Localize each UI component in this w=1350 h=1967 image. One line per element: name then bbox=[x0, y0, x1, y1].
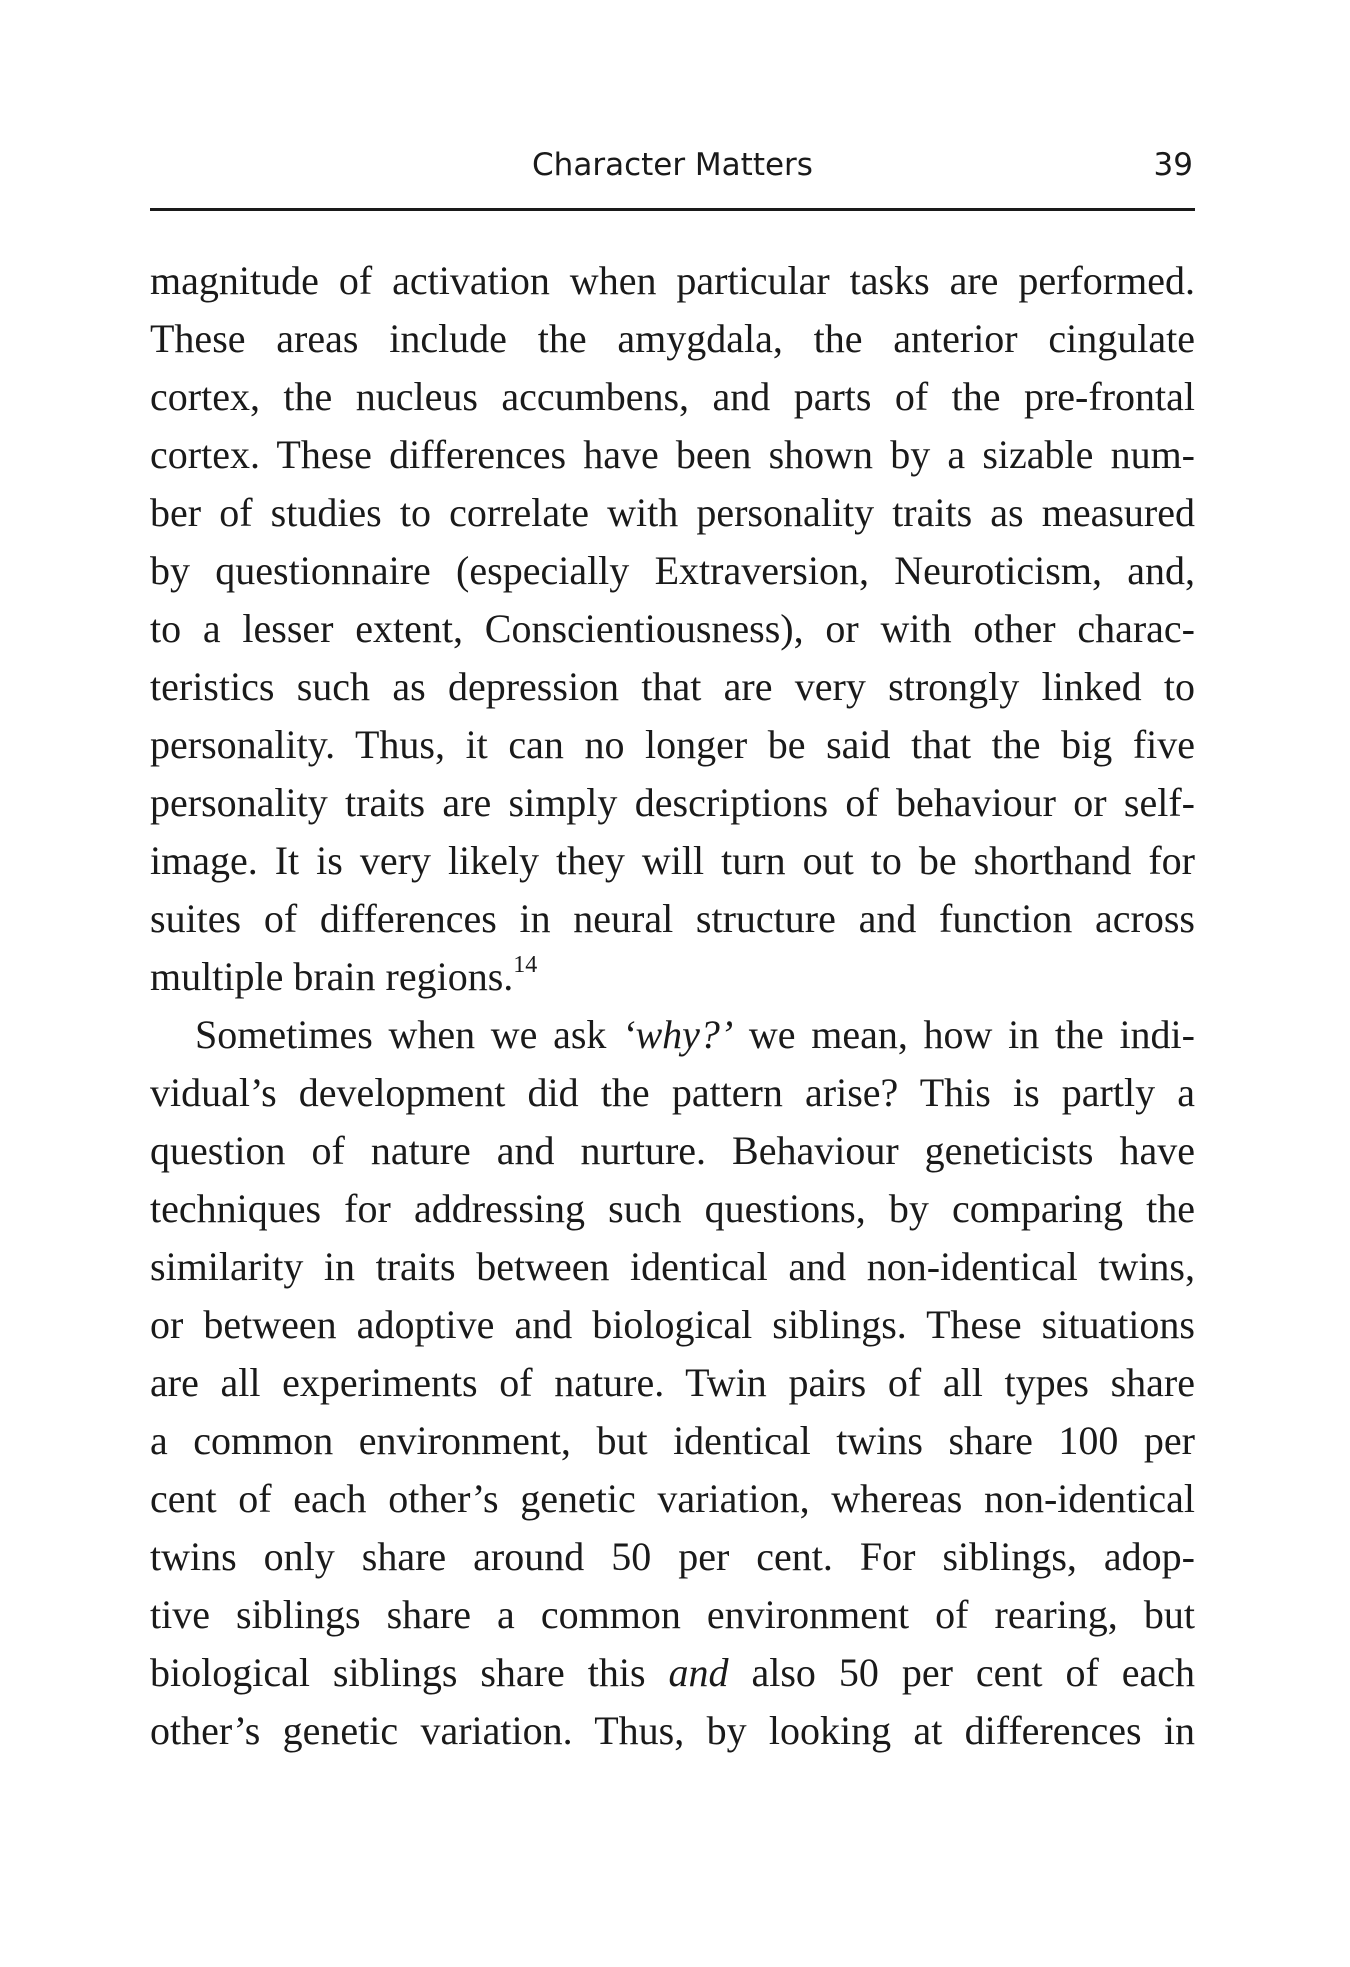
text-line: cortex. These differences have been shown by a sizable num- bbox=[150, 432, 1195, 477]
text-line: Sometimes when we ask ‘why?’ we mean, how in the indi- bbox=[195, 1012, 1195, 1057]
text-line: biological siblings share this and also 50 per cent of each bbox=[150, 1650, 1195, 1695]
book-page bbox=[150, 0, 1195, 1967]
text-line: multiple brain regions.$^{14}$ bbox=[150, 952, 538, 999]
text-line: a common environment, but identical twins share 100 per bbox=[150, 1418, 1195, 1463]
text-line: techniques for addressing such questions, by comparing the bbox=[150, 1186, 1195, 1231]
text-line: question of nature and nurture. Behaviour geneticists have bbox=[150, 1128, 1195, 1173]
running-head bbox=[150, 140, 1195, 190]
text-line: teristics such as depression that are very strongly linked to bbox=[150, 664, 1195, 709]
text-line: personality. Thus, it can no longer be said that the big five bbox=[150, 722, 1195, 767]
text-line: ber of studies to correlate with personality traits as measured bbox=[150, 490, 1195, 535]
text-line: tive siblings share a common environment of rearing, but bbox=[150, 1592, 1195, 1637]
text-line: cent of each other’s genetic variation, whereas non-identical bbox=[150, 1476, 1195, 1521]
emphasis: and bbox=[668, 1650, 729, 1695]
text-line: personality traits are simply descriptions of behaviour or self- bbox=[150, 780, 1195, 825]
text-line: or between adoptive and biological siblings. These situations bbox=[150, 1302, 1195, 1347]
text-line: similarity in traits between identical and non-identical twins, bbox=[150, 1244, 1195, 1289]
text-line: vidual’s development did the pattern arise? This is partly a bbox=[150, 1070, 1195, 1115]
text-line: suites of differences in neural structure and function across bbox=[150, 896, 1195, 941]
page-number: 39 bbox=[1153, 147, 1193, 183]
text-line: magnitude of activation when particular tasks are performed. bbox=[150, 258, 1195, 303]
body-text bbox=[150, 252, 1195, 1760]
emphasis: ‘why?’ bbox=[622, 1012, 734, 1057]
text-line: These areas include the amygdala, the anterior cingulate bbox=[150, 316, 1195, 361]
text-line: other’s genetic variation. Thus, by looking at differences in bbox=[150, 1708, 1195, 1753]
running-title: Character Matters bbox=[532, 147, 813, 183]
footnote-reference: 14 bbox=[513, 952, 538, 978]
text-line: to a lesser extent, Conscientiousness), or with other charac- bbox=[150, 606, 1195, 651]
text-line: are all experiments of nature. Twin pairs of all types share bbox=[150, 1360, 1195, 1405]
text-line: image. It is very likely they will turn out to be shorthand for bbox=[150, 838, 1195, 883]
text-line: cortex, the nucleus accumbens, and parts of the pre-frontal bbox=[150, 374, 1195, 419]
text-line: by questionnaire (especially Extraversion, Neuroticism, and, bbox=[150, 548, 1195, 593]
header-rule bbox=[150, 208, 1195, 211]
text-line: twins only share around 50 per cent. For siblings, adop- bbox=[150, 1534, 1195, 1579]
